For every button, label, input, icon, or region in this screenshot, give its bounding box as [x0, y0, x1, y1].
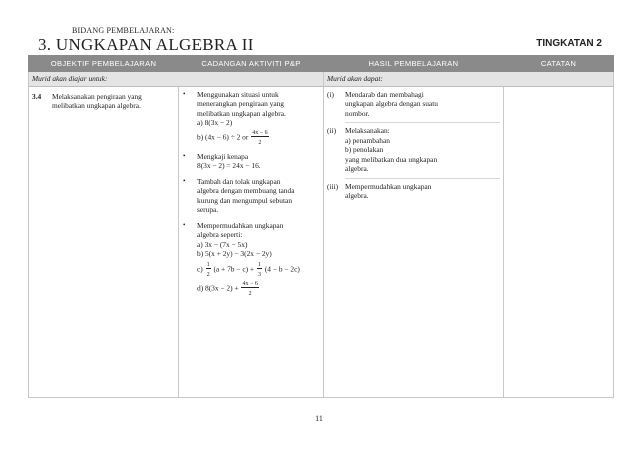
activity-line: kurung dan mengumpul sebutan	[197, 195, 293, 205]
outcome-item	[327, 182, 500, 201]
page-title: 3. UNGKAPAN ALGEBRA II	[38, 35, 254, 54]
outcome-line: Mempermudahkan ungkapan	[345, 181, 432, 191]
table-subheader-row	[29, 72, 614, 87]
fraction-denominator: 2	[206, 271, 210, 278]
activity-line: a) 3x − (7x − 5x)	[197, 239, 248, 249]
outcome-line: algebra.	[345, 164, 369, 174]
page-number: 11	[315, 414, 323, 423]
learning-area-label: BIDANG PEMBELAJARAN:	[72, 26, 175, 35]
outcome-number: (i)	[327, 90, 334, 99]
expr-d-prefix: d) 8(3x − 2) +	[197, 283, 239, 293]
objective-code: 3.4	[32, 92, 42, 101]
activity-line	[197, 281, 300, 297]
fraction-numerator: 4x − 6	[242, 280, 258, 287]
fraction-denominator: 2	[258, 139, 262, 146]
column-header-notes: CATATAN	[504, 56, 614, 72]
fraction-numerator: 1	[206, 261, 210, 268]
activity-line: Menggunakan situasi untuk	[197, 90, 279, 99]
bullet-icon: •	[183, 220, 186, 229]
bullet-icon: •	[183, 151, 186, 160]
outcome-number: (iii)	[327, 181, 339, 191]
fraction	[241, 281, 258, 297]
outcome-number: (ii)	[327, 126, 337, 136]
table-row	[29, 87, 614, 398]
outcomes-cell	[324, 87, 504, 398]
activity-line: Tambah dan tolak ungkapan	[197, 176, 281, 186]
activity-line	[197, 262, 300, 278]
activity-line: algebra seperti:	[197, 230, 243, 240]
fraction-numerator: 4x − 6	[252, 129, 268, 136]
fraction-numerator: 1	[257, 261, 261, 268]
fraction	[251, 130, 268, 146]
activity-item	[183, 152, 319, 171]
outcome-line: yang melibatkan dua ungkapan	[345, 154, 438, 164]
expr-c-label: c)	[197, 264, 203, 274]
activity-line: a) 8(3x − 2)	[197, 118, 233, 128]
column-header-activities: CADANGAN AKTIVITI P&P	[179, 56, 324, 72]
fraction-denominator: 2	[248, 290, 252, 297]
outcome-line: Melaksanakan:	[345, 126, 390, 136]
outcomes-list	[324, 87, 503, 201]
fraction-denominator: 3	[257, 271, 261, 278]
outcome-line: ungkapan algebra dengan suatu	[345, 99, 438, 109]
activity-line: b) 5(x + 2y) − 3(2x − 2y)	[197, 249, 272, 259]
activity-line: algebra dengan membuang tanda	[197, 186, 295, 196]
activity-line: Mempermudahkan ungkapan	[197, 220, 284, 230]
outcome-line: nombor.	[345, 108, 370, 118]
activity-item	[183, 90, 319, 146]
activity-line: melibatkan ungkapan algebra.	[197, 108, 286, 118]
notes-cell	[504, 87, 614, 398]
outcome-line: Mendarab dan membahagi	[345, 90, 424, 99]
fraction	[257, 262, 262, 278]
outcome-item	[327, 126, 500, 173]
activity-item	[183, 177, 319, 215]
activity-line	[197, 130, 286, 146]
outcome-line: a) penambahan	[345, 135, 390, 145]
bullet-icon: •	[183, 90, 186, 98]
column-header-objectives: OBJEKTIF PEMBELAJARAN	[29, 56, 179, 72]
activity-line: 8(3x − 2) = 24x − 16.	[197, 161, 261, 171]
outcome-item	[327, 90, 500, 118]
outcome-line: b) penolakan	[345, 145, 384, 155]
outcome-divider	[345, 178, 500, 179]
activity-item	[183, 221, 319, 297]
fraction	[206, 262, 211, 278]
outcome-line: algebra.	[345, 191, 369, 201]
subheader-able: Murid akan dapat:	[324, 72, 614, 87]
activity-line: Mengkaji kenapa	[197, 151, 249, 161]
subheader-taught: Murid akan diajar untuk:	[29, 72, 324, 87]
column-header-outcomes: HASIL PEMBELAJARAN	[324, 56, 504, 72]
activity-line: serupa.	[197, 205, 219, 215]
syllabus-table	[28, 55, 614, 398]
objective-cell	[29, 87, 179, 398]
table-header-row	[29, 56, 614, 72]
expr-c-middle: (a + 7b − c) +	[213, 264, 255, 274]
activities-list	[179, 87, 323, 297]
bullet-icon: •	[183, 176, 186, 185]
form-level-label: TINGKATAN 2	[536, 38, 602, 49]
activities-cell	[179, 87, 324, 398]
expr-c-end: (4 − b − 2c)	[264, 264, 300, 274]
outcome-divider	[345, 122, 500, 123]
expr-b-prefix: b) (4x − 6) ÷ 2 or	[197, 132, 249, 142]
objective-text: Melaksanakan pengiraan yang melibatkan ungkapan algebra.	[52, 92, 142, 111]
activity-line: menerangkan pengiraan yang	[197, 99, 285, 109]
